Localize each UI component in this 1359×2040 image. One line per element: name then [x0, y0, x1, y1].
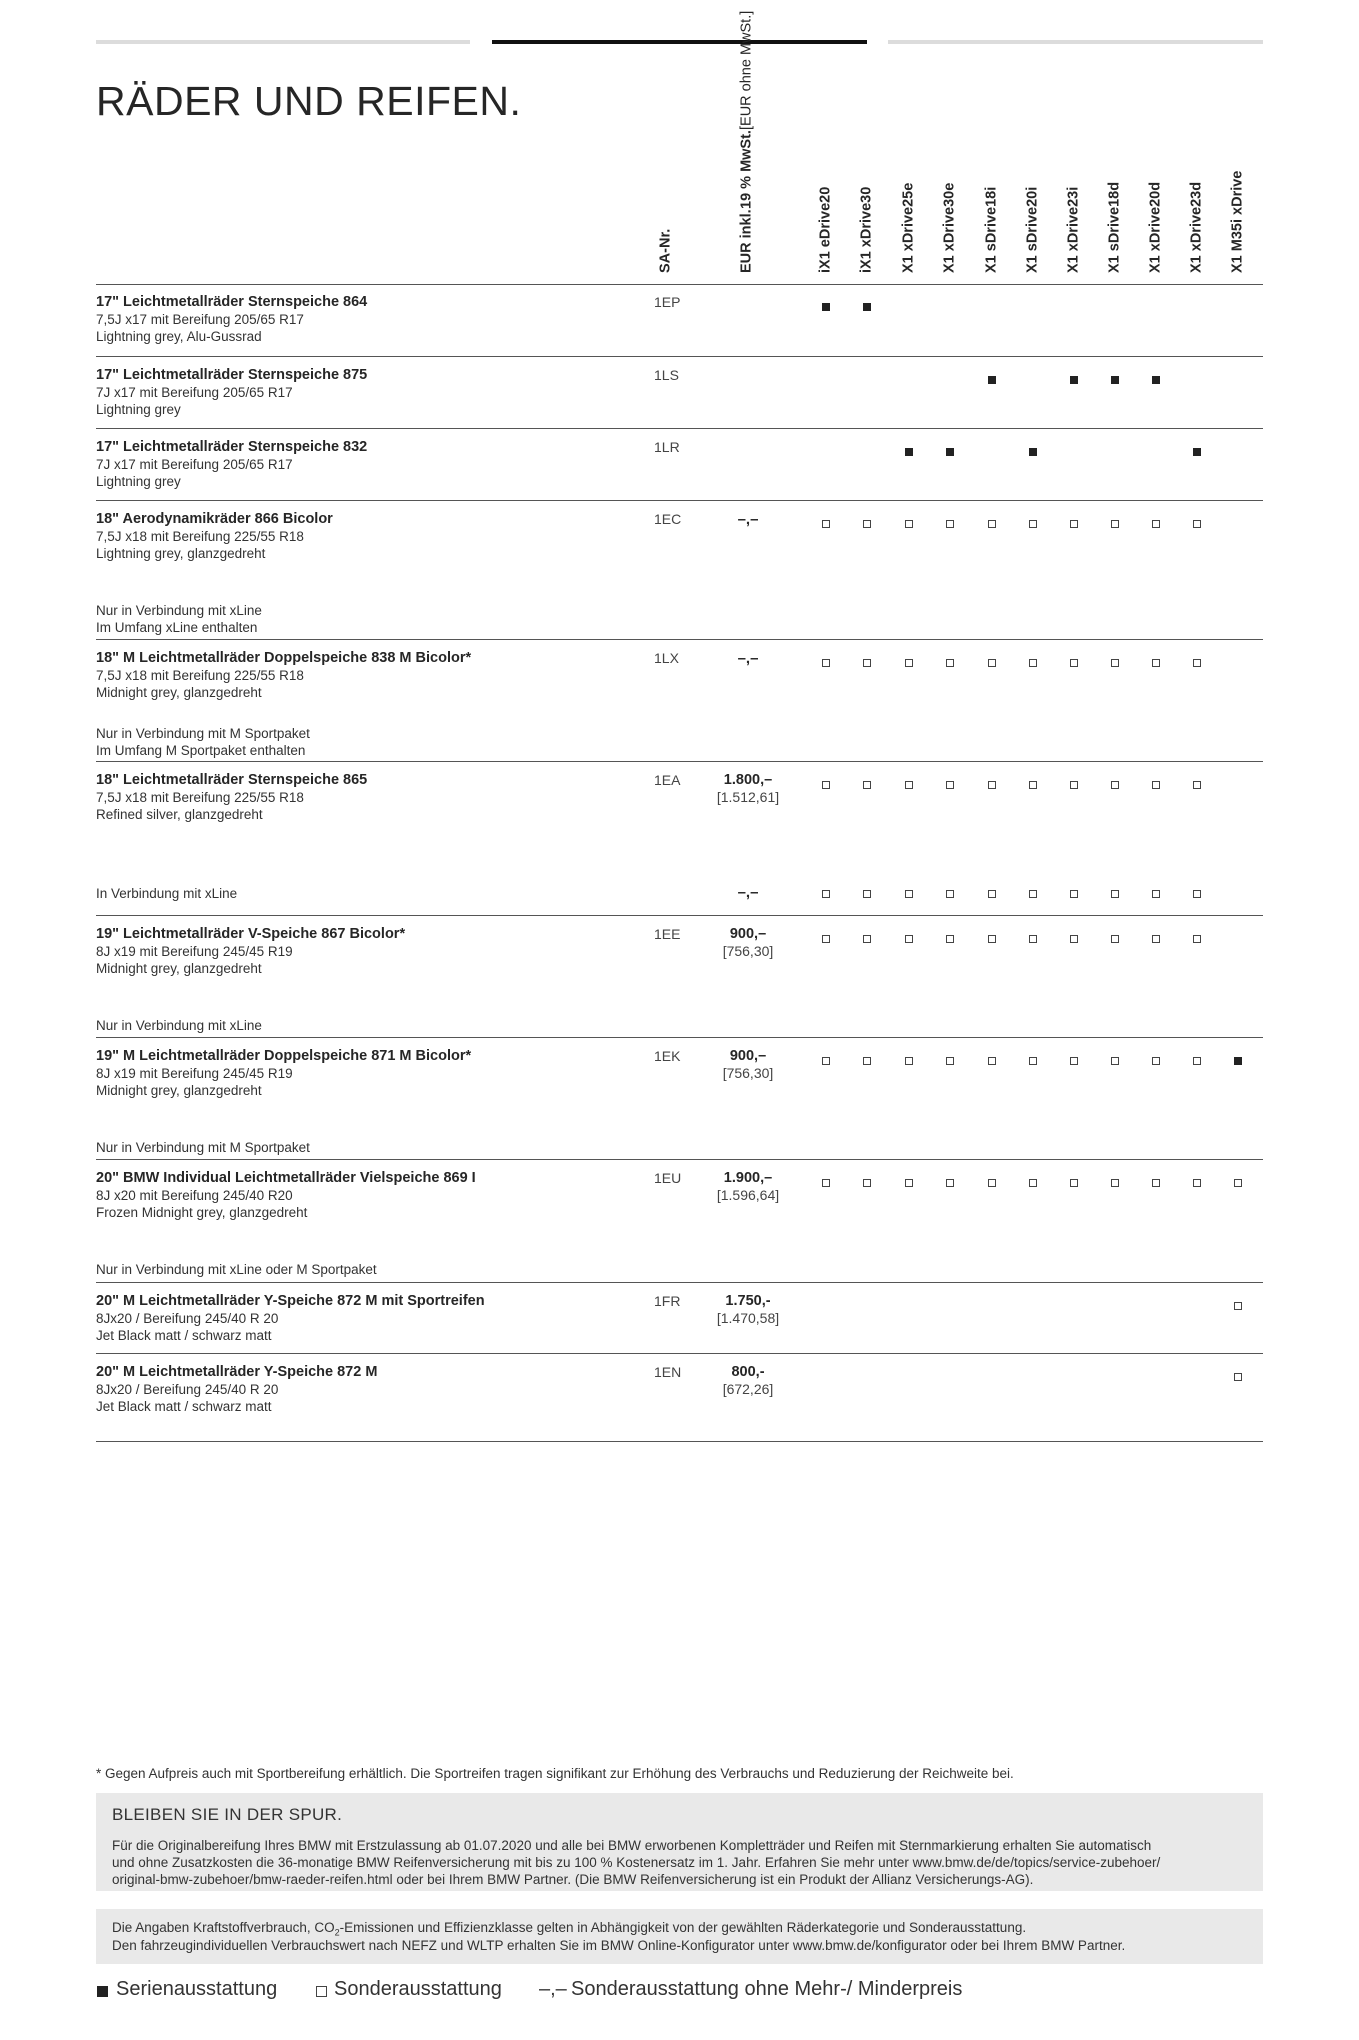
sa-number: 1FR: [654, 1293, 681, 1309]
wheel-finish: Lightning grey: [96, 474, 181, 489]
optional-equipment-mark: [905, 781, 913, 789]
legend-standard-icon: [97, 1986, 108, 1997]
column-header-model: X1 xDrive20d: [1147, 181, 1164, 273]
table-row: [96, 1159, 1263, 1283]
consumption-info-box: [96, 1909, 1263, 1964]
optional-equipment-mark: [905, 935, 913, 943]
table-row: [96, 639, 1263, 762]
column-header-model: X1 xDrive23i: [1065, 186, 1082, 273]
optional-equipment-mark: [1070, 659, 1078, 667]
legend-optional-icon: [316, 1986, 327, 1997]
wheel-spec: 7,5J x18 mit Bereifung 225/55 R18: [96, 790, 304, 805]
optional-equipment-mark: [1193, 890, 1201, 898]
standard-equipment-mark: [863, 303, 871, 311]
wheel-title: 20" BMW Individual Leichtmetallräder Vielspeiche 869 I: [96, 1170, 476, 1186]
optional-equipment-mark: [1029, 659, 1037, 667]
wheel-note: Nur in Verbindung mit M Sportpaket: [96, 1140, 310, 1155]
optional-equipment-mark: [1234, 1179, 1242, 1187]
sa-number: 1LS: [654, 367, 679, 383]
section-bar-2-active: [492, 40, 867, 44]
column-header-price: [718, 11, 776, 273]
co2-subscript: 2: [334, 1927, 340, 1938]
optional-equipment-mark: [822, 781, 830, 789]
table-row: [96, 428, 1263, 501]
optional-equipment-mark: [1152, 935, 1160, 943]
consumption-line-1-b: -Emissionen und Effizienzklasse gelten in Abhängigkeit von der gewählten Räderkategorie und Sonderausstattung.: [339, 1920, 1027, 1935]
standard-equipment-mark: [1070, 376, 1078, 384]
wheel-note: Im Umfang M Sportpaket enthalten: [96, 743, 306, 758]
optional-equipment-mark: [863, 935, 871, 943]
column-header-sa-nr-label: SA-Nr.: [657, 228, 674, 273]
wheel-finish: Midnight grey, glanzgedreht: [96, 1083, 262, 1098]
optional-equipment-mark: [1152, 890, 1160, 898]
optional-equipment-mark: [822, 520, 830, 528]
legend-no-charge-symbol: –,–: [539, 1978, 567, 2000]
info-box-title: BLEIBEN SIE IN DER SPUR.: [112, 1805, 343, 1824]
price-header-line2: 19 % MwSt.: [738, 130, 755, 210]
optional-equipment-mark: [1111, 890, 1119, 898]
wheel-title: 19" Leichtmetallräder V-Speiche 867 Bicolor*: [96, 926, 406, 942]
table-row: [96, 761, 1263, 916]
optional-equipment-mark: [1070, 1179, 1078, 1187]
optional-equipment-mark: [1029, 1057, 1037, 1065]
sa-number: 1EE: [654, 926, 681, 942]
price-net: [756,30]: [722, 1065, 774, 1081]
optional-equipment-mark: [863, 1057, 871, 1065]
optional-equipment-mark: [1193, 659, 1201, 667]
wheel-spec: 8J x20 mit Bereifung 245/40 R20: [96, 1188, 293, 1203]
optional-equipment-mark: [1070, 890, 1078, 898]
wheel-note: Nur in Verbindung mit xLine oder M Sportpaket: [96, 1262, 377, 1277]
optional-equipment-mark: [988, 1179, 996, 1187]
optional-equipment-mark: [946, 781, 954, 789]
wheel-note: Nur in Verbindung mit xLine: [96, 1018, 262, 1033]
optional-equipment-mark: [905, 659, 913, 667]
optional-equipment-mark: [1111, 781, 1119, 789]
price-net: [1.512,61]: [716, 789, 780, 805]
wheel-spec: 8J x19 mit Bereifung 245/45 R19: [96, 944, 293, 959]
column-header-model: X1 xDrive25e: [900, 182, 917, 273]
standard-equipment-mark: [1234, 1057, 1242, 1065]
column-header-model: X1 xDrive30e: [941, 182, 958, 273]
sa-number: 1EP: [654, 294, 681, 310]
column-header-model: X1 sDrive18i: [983, 186, 1000, 273]
price-no-charge: –,–: [737, 650, 759, 667]
wheel-finish: Midnight grey, glanzgedreht: [96, 961, 262, 976]
optional-equipment-mark: [1152, 1179, 1160, 1187]
optional-equipment-mark: [1193, 935, 1201, 943]
price-net: [756,30]: [722, 943, 774, 959]
price-no-charge: –,–: [737, 511, 759, 528]
price-gross: 1.900,–: [723, 1170, 773, 1186]
table-bottom-divider: [96, 1441, 1263, 1442]
wheel-title: 18" Leichtmetallräder Sternspeiche 865: [96, 772, 368, 788]
standard-equipment-mark: [946, 448, 954, 456]
column-header-model: X1 xDrive23d: [1188, 181, 1205, 273]
optional-equipment-mark: [822, 1179, 830, 1187]
optional-equipment-mark: [863, 890, 871, 898]
wheel-note: Im Umfang xLine enthalten: [96, 620, 258, 635]
price-header-line1: EUR inkl.: [738, 209, 755, 273]
optional-equipment-mark: [822, 890, 830, 898]
optional-equipment-mark: [1111, 659, 1119, 667]
optional-equipment-mark: [822, 659, 830, 667]
optional-equipment-mark: [946, 1179, 954, 1187]
optional-equipment-mark: [1070, 1057, 1078, 1065]
optional-equipment-mark: [1152, 659, 1160, 667]
tire-insurance-info-box: [96, 1793, 1263, 1891]
legend-standard-label: Serienausstattung: [116, 1978, 278, 2000]
optional-equipment-mark: [1029, 781, 1037, 789]
sa-number: 1EA: [654, 772, 681, 788]
column-header-model: X1 sDrive18d: [1106, 181, 1123, 273]
optional-equipment-mark: [1111, 935, 1119, 943]
optional-equipment-mark: [905, 1179, 913, 1187]
section-bar-3: [888, 40, 1263, 44]
price-header-line3: [EUR ohne MwSt.]: [738, 11, 755, 131]
info-box-line-3: original-bmw-zubehoer/bmw-raeder-reifen.html oder bei Ihrem BMW Partner. (Die BMW Reifenversicherung ist ein Produkt der Allianz Versicherungs-AG).: [112, 1872, 1034, 1887]
price-gross: 800,-: [731, 1364, 765, 1380]
optional-equipment-mark: [988, 935, 996, 943]
wheel-spec: 7,5J x17 mit Bereifung 205/65 R17: [96, 312, 304, 327]
wheel-note: Nur in Verbindung mit xLine: [96, 603, 262, 618]
optional-equipment-mark: [1234, 1302, 1242, 1310]
wheel-note: In Verbindung mit xLine: [96, 886, 238, 901]
wheel-finish: Refined silver, glanzgedreht: [96, 807, 263, 822]
wheel-finish: Frozen Midnight grey, glanzgedreht: [96, 1205, 308, 1220]
consumption-line-2: Den fahrzeugindividuellen Verbrauchswert nach NEFZ und WLTP erhalten Sie im BMW Online-Konfigurator unter www.bmw.de/konfigurator oder bei Ihrem BMW Partner.: [112, 1938, 1126, 1953]
price-net: [672,26]: [722, 1381, 774, 1397]
wheel-spec: 8J x19 mit Bereifung 245/45 R19: [96, 1066, 293, 1081]
price-net: [1.470,58]: [716, 1310, 780, 1326]
optional-equipment-mark: [1152, 781, 1160, 789]
optional-equipment-mark: [1029, 890, 1037, 898]
table-row: [96, 1353, 1263, 1442]
consumption-line-1-a: Die Angaben Kraftstoffverbrauch, CO: [112, 1920, 335, 1935]
price-gross: 900,–: [729, 926, 767, 942]
optional-equipment-mark: [988, 1057, 996, 1065]
optional-equipment-mark: [863, 1179, 871, 1187]
optional-equipment-mark: [946, 1057, 954, 1065]
info-box-line-1: Für die Originalbereifung Ihres BMW mit Erstzulassung ab 01.07.2020 und alle bei BMW erworbenen Kompletträder und Reifen mit Sternmarkierung erhalten Sie automatisch: [112, 1838, 1152, 1853]
wheel-note: Nur in Verbindung mit M Sportpaket: [96, 726, 310, 741]
sa-number: 1LR: [654, 439, 680, 455]
column-header-model: iX1 xDrive30: [858, 186, 875, 273]
optional-equipment-mark: [1111, 1057, 1119, 1065]
optional-equipment-mark: [1193, 1057, 1201, 1065]
legend-optional-label: Sonderausstattung: [334, 1978, 502, 2000]
optional-equipment-mark: [946, 890, 954, 898]
optional-equipment-mark: [863, 659, 871, 667]
wheel-spec: 7J x17 mit Bereifung 205/65 R17: [96, 457, 293, 472]
wheel-finish: Lightning grey, glanzgedreht: [96, 546, 266, 561]
sa-number: 1LX: [654, 650, 679, 666]
wheel-finish: Jet Black matt / schwarz matt: [96, 1328, 272, 1343]
table-row: [96, 1037, 1263, 1160]
wheel-finish: Lightning grey, Alu-Gussrad: [96, 329, 262, 344]
optional-equipment-mark: [946, 659, 954, 667]
table-row: [96, 915, 1263, 1038]
wheel-title: 19" M Leichtmetallräder Doppelspeiche 871 M Bicolor*: [96, 1048, 472, 1064]
optional-equipment-mark: [1152, 520, 1160, 528]
wheel-finish: Midnight grey, glanzgedreht: [96, 685, 262, 700]
optional-equipment-mark: [905, 890, 913, 898]
standard-equipment-mark: [822, 303, 830, 311]
wheel-spec: 8Jx20 / Bereifung 245/40 R 20: [96, 1382, 279, 1397]
optional-equipment-mark: [822, 935, 830, 943]
sa-number: 1EU: [654, 1170, 682, 1186]
optional-equipment-mark: [863, 781, 871, 789]
optional-equipment-mark: [1234, 1373, 1242, 1381]
wheel-finish: Jet Black matt / schwarz matt: [96, 1399, 272, 1414]
wheel-title: 20" M Leichtmetallräder Y-Speiche 872 M mit Sportreifen: [96, 1293, 485, 1309]
standard-equipment-mark: [1111, 376, 1119, 384]
column-header-model: iX1 eDrive20: [817, 186, 834, 273]
optional-equipment-mark: [1070, 781, 1078, 789]
optional-equipment-mark: [988, 520, 996, 528]
price-gross: 900,–: [729, 1048, 767, 1064]
wheel-finish: Lightning grey: [96, 402, 181, 417]
optional-equipment-mark: [1029, 1179, 1037, 1187]
wheel-spec: 7,5J x18 mit Bereifung 225/55 R18: [96, 668, 304, 683]
column-header-model: X1 sDrive20i: [1024, 186, 1041, 273]
wheel-spec: 8Jx20 / Bereifung 245/40 R 20: [96, 1311, 279, 1326]
optional-equipment-mark: [1193, 781, 1201, 789]
optional-equipment-mark: [1193, 520, 1201, 528]
price-gross: 1.800,–: [723, 772, 773, 788]
standard-equipment-mark: [1029, 448, 1037, 456]
table-row: [96, 284, 1263, 356]
optional-equipment-mark: [1029, 520, 1037, 528]
table-row: [96, 1282, 1263, 1354]
optional-equipment-mark: [1111, 520, 1119, 528]
wheel-title: 20" M Leichtmetallräder Y-Speiche 872 M: [96, 1364, 378, 1380]
optional-equipment-mark: [1070, 520, 1078, 528]
wheel-title: 17" Leichtmetallräder Sternspeiche 832: [96, 439, 368, 455]
standard-equipment-mark: [1193, 448, 1201, 456]
table-row: [96, 356, 1263, 429]
price-gross: 1.750,-: [725, 1293, 771, 1309]
page-title: RÄDER UND REIFEN.: [96, 78, 522, 124]
sa-number: 1EK: [654, 1048, 681, 1064]
optional-equipment-mark: [1152, 1057, 1160, 1065]
wheel-title: 17" Leichtmetallräder Sternspeiche 875: [96, 367, 368, 383]
column-header-sa-nr: [649, 145, 683, 273]
price-net: [1.596,64]: [716, 1187, 780, 1203]
info-box-line-2: und ohne Zusatzkosten die 36-monatige BMW Reifenversicherung mit bis zu 100 % Kostenersatz im 1. Jahr. Erfahren Sie mehr unter www.bmw.de/de/topics/service-zubehoer/: [112, 1855, 1161, 1870]
optional-equipment-mark: [1070, 935, 1078, 943]
standard-equipment-mark: [905, 448, 913, 456]
optional-equipment-mark: [946, 520, 954, 528]
sa-number: 1EC: [654, 511, 682, 527]
legend-no-charge-label: Sonderausstattung ohne Mehr-/ Minderpreis: [571, 1978, 963, 2000]
price-no-charge: –,–: [737, 884, 759, 901]
optional-equipment-mark: [1193, 1179, 1201, 1187]
wheel-title: 18" Aerodynamikräder 866 Bicolor: [96, 511, 333, 527]
section-bar-1: [96, 40, 470, 44]
wheel-spec: 7,5J x18 mit Bereifung 225/55 R18: [96, 529, 304, 544]
column-header-model: X1 M35i xDrive: [1229, 170, 1246, 273]
optional-equipment-mark: [946, 935, 954, 943]
optional-equipment-mark: [988, 890, 996, 898]
wheel-title: 18" M Leichtmetallräder Doppelspeiche 838 M Bicolor*: [96, 650, 472, 666]
optional-equipment-mark: [905, 520, 913, 528]
optional-equipment-mark: [988, 781, 996, 789]
standard-equipment-mark: [1152, 376, 1160, 384]
optional-equipment-mark: [1029, 935, 1037, 943]
optional-equipment-mark: [1111, 1179, 1119, 1187]
standard-equipment-mark: [988, 376, 996, 384]
sa-number: 1EN: [654, 1364, 682, 1380]
footnote: * Gegen Aufpreis auch mit Sportbereifung erhältlich. Die Sportreifen tragen signifikant zur Erhöhung des Verbrauchs und Reduzierung der Reichweite bei.: [96, 1766, 1014, 1781]
table-row: [96, 500, 1263, 640]
wheel-spec: 7J x17 mit Bereifung 205/65 R17: [96, 385, 293, 400]
optional-equipment-mark: [905, 1057, 913, 1065]
optional-equipment-mark: [988, 659, 996, 667]
wheel-title: 17" Leichtmetallräder Sternspeiche 864: [96, 294, 368, 310]
optional-equipment-mark: [822, 1057, 830, 1065]
optional-equipment-mark: [863, 520, 871, 528]
